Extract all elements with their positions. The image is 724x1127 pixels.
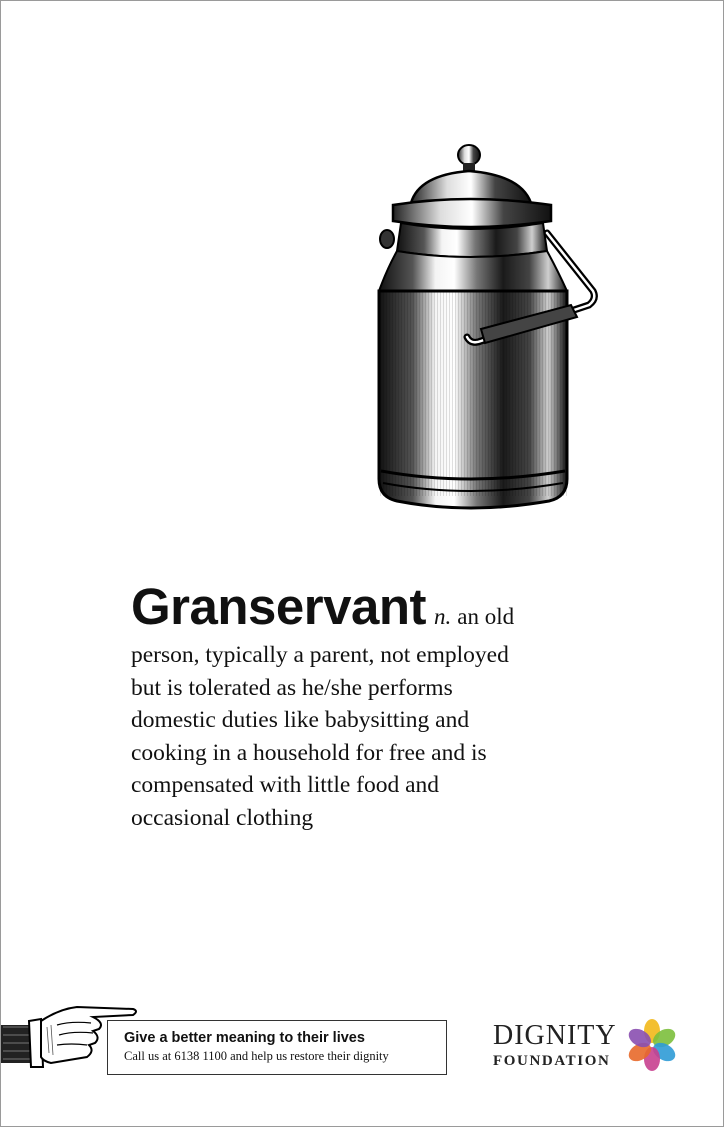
definition-line: compensated with little food and bbox=[131, 772, 440, 798]
milk-can-icon bbox=[371, 141, 607, 525]
definition-lead: an old bbox=[457, 604, 515, 629]
definition-line: but is tolerated as he/she performs bbox=[131, 674, 453, 701]
definition-line: cooking in a household for free and is bbox=[131, 739, 487, 766]
dignity-foundation-logo bbox=[493, 1017, 693, 1077]
definition-line: occasional clothing bbox=[131, 804, 314, 831]
definition-line: person, typically a parent, not employed bbox=[131, 642, 509, 668]
logo-name: DIGNITY bbox=[493, 1020, 617, 1051]
definition-block bbox=[131, 578, 621, 834]
headword: Granservant bbox=[131, 578, 426, 635]
definition-first-line bbox=[131, 578, 621, 639]
cta-headline: Give a better meaning to their lives bbox=[124, 1030, 365, 1046]
logo-subtitle: FOUNDATION bbox=[493, 1053, 611, 1069]
call-to-action-box bbox=[107, 1020, 447, 1075]
definition-line: domestic duties like babysitting and bbox=[131, 707, 470, 733]
cta-subline: Call us at 6138 1100 and help us restore their dignity bbox=[124, 1049, 389, 1063]
flower-icon bbox=[623, 1017, 681, 1073]
part-of-speech: n. bbox=[433, 604, 452, 629]
